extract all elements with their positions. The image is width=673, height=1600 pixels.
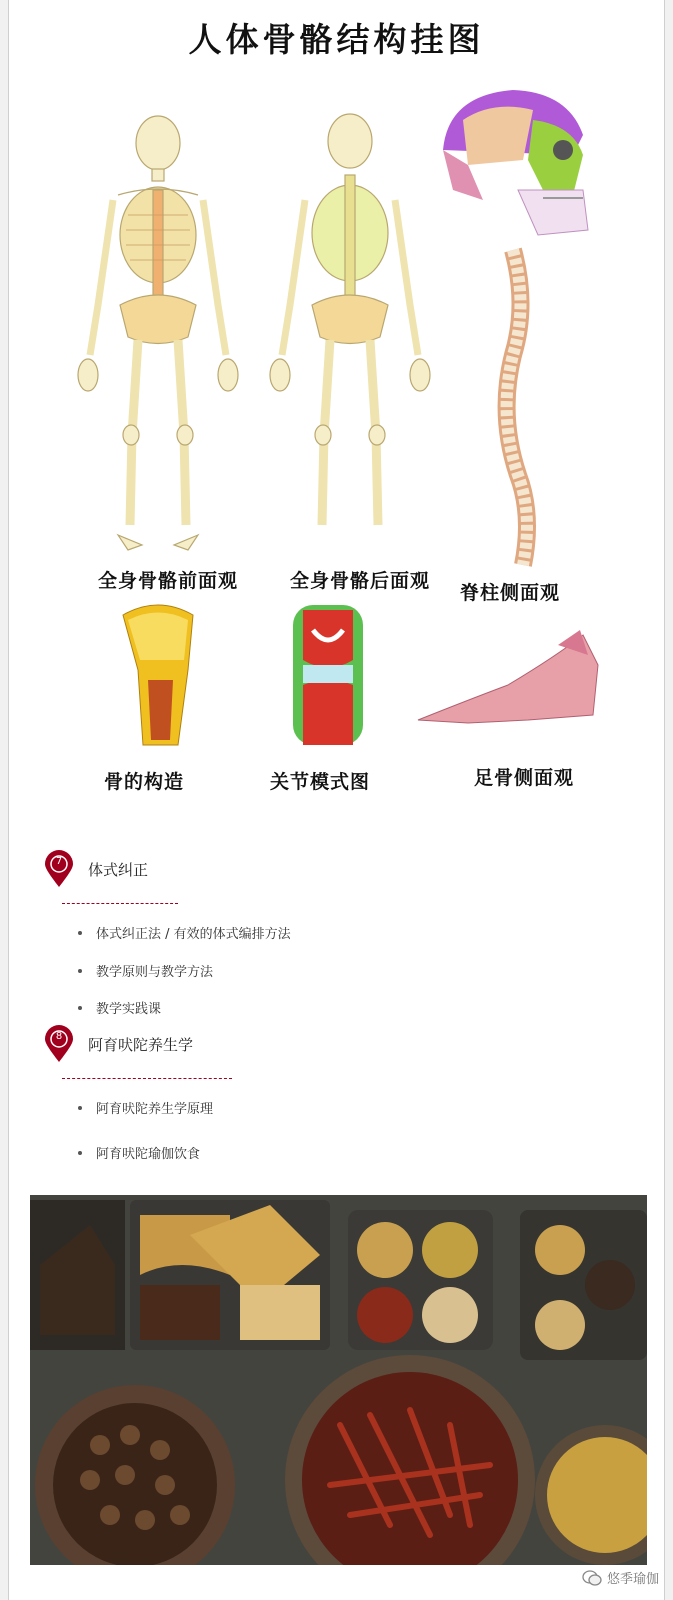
skeleton-back-figure <box>250 105 450 575</box>
spices-photo <box>30 1195 647 1565</box>
list-item: 阿育吠陀瑜伽饮食 <box>78 1143 200 1162</box>
list-item: 教学实践课 <box>78 998 161 1017</box>
caption-back: 全身骨骼后面观 <box>290 570 431 592</box>
caption-foot: 足骨侧面观 <box>474 767 575 789</box>
section-8-title: 阿育吠陀养生学 <box>88 1035 194 1054</box>
section-7-divider <box>62 903 178 904</box>
map-pin-icon <box>43 850 75 888</box>
watermark <box>582 1568 659 1587</box>
section-7-title: 体式纠正 <box>88 860 149 879</box>
section-7-header <box>43 850 148 888</box>
caption-joint: 关节模式图 <box>270 771 371 793</box>
section-7-number: 7 <box>55 856 63 867</box>
section-8-header <box>43 1025 193 1063</box>
caption-spine: 脊柱侧面观 <box>460 582 561 604</box>
poster-title: 人体骨骼结构挂图 <box>188 20 485 59</box>
spine-lateral-figure <box>473 245 563 575</box>
list-item: 体式纠正法 / 有效的体式编排方法 <box>78 923 291 942</box>
list-item: 教学原则与教学方法 <box>78 961 213 980</box>
bone-structure-figure <box>118 600 218 750</box>
joint-model-figure <box>283 600 373 750</box>
section-8-divider <box>62 1078 232 1079</box>
foot-lateral-figure <box>408 625 608 735</box>
caption-front: 全身骨骼前面观 <box>98 570 239 592</box>
map-pin-icon <box>43 1025 75 1063</box>
section-8-number: 8 <box>55 1031 63 1042</box>
list-item: 阿育吠陀养生学原理 <box>78 1098 213 1117</box>
skeleton-poster <box>38 0 635 800</box>
caption-bone: 骨的构造 <box>104 771 185 793</box>
watermark-text: 悠季瑜伽 <box>606 1572 659 1587</box>
skull-lateral-figure <box>423 80 603 245</box>
skeleton-front-figure <box>58 105 258 575</box>
wechat-icon <box>582 1570 602 1586</box>
